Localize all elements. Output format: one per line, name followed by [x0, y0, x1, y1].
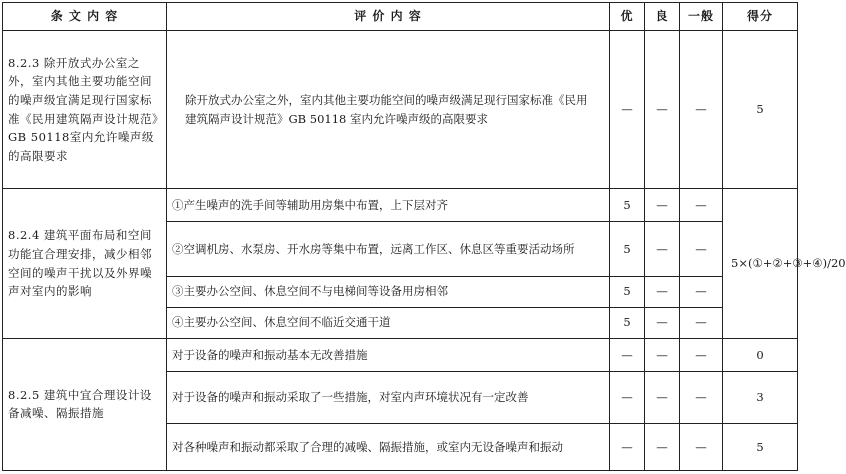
- header-excellent: 优: [610, 3, 645, 31]
- good-cell: —: [645, 424, 680, 471]
- average-cell: —: [680, 338, 723, 371]
- clause-8-2-5: 8.2.5 建筑中宜合理设计设备减噪、隔振措施: [3, 338, 167, 470]
- table-row: [3, 189, 798, 222]
- clause-8-2-3: 8.2.3 除开放式办公室之外，室内其他主要功能空间的噪声级宜满足现行国家标准《民用建筑隔声设计规范》GB 50118室内允许噪声级的高限要求: [3, 31, 167, 189]
- average-cell: —: [680, 276, 723, 307]
- header-clause: 条 文 内 容: [3, 3, 167, 31]
- header-score: 得分: [723, 3, 798, 31]
- excellent-cell: —: [610, 424, 645, 471]
- excellent-cell: —: [610, 372, 645, 424]
- excellent-cell: 5: [610, 222, 645, 276]
- excellent-cell: —: [610, 338, 645, 371]
- header-evaluation: 评 价 内 容: [167, 3, 610, 31]
- score-cell: 3: [723, 372, 798, 424]
- evaluation-table: [2, 2, 846, 471]
- score-cell: 5: [723, 424, 798, 471]
- average-cell: —: [680, 222, 723, 276]
- excellent-cell: 5: [610, 307, 645, 338]
- table-row: [3, 31, 798, 189]
- excellent-cell: 5: [610, 189, 645, 222]
- score-cell: 5: [723, 31, 798, 189]
- good-cell: —: [645, 276, 680, 307]
- evaluation-content: ④主要办公空间、休息空间不临近交通干道: [167, 307, 610, 338]
- evaluation-content: ①产生噪声的洗手间等辅助用房集中布置，上下层对齐: [167, 189, 610, 222]
- good-cell: —: [645, 372, 680, 424]
- evaluation-content: ③主要办公空间、休息空间不与电梯间等设备用房相邻: [167, 276, 610, 307]
- table-row: [3, 338, 798, 371]
- header-row: [3, 3, 798, 31]
- header-average: 一般: [680, 3, 723, 31]
- excellent-cell: 5: [610, 276, 645, 307]
- clause-8-2-4: 8.2.4 建筑平面布局和空间功能宜合理安排，减少相邻空间的噪声干扰以及外界噪声对室内的影响: [3, 189, 167, 339]
- good-cell: —: [645, 222, 680, 276]
- evaluation-content: 对于设备的噪声和振动基本无改善措施: [167, 338, 610, 371]
- score-formula: 5×(①+②+③+④)/20: [723, 189, 798, 339]
- good-cell: —: [645, 307, 680, 338]
- header-good: 良: [645, 3, 680, 31]
- good-cell: —: [645, 31, 680, 189]
- evaluation-content: 对各种噪声和振动都采取了合理的减噪、隔振措施，或室内无设备噪声和振动: [167, 424, 610, 471]
- average-cell: —: [680, 307, 723, 338]
- good-cell: —: [645, 338, 680, 371]
- excellent-cell: —: [610, 31, 645, 189]
- average-cell: —: [680, 424, 723, 471]
- evaluation-content: 除开放式办公室之外，室内其他主要功能空间的噪声级满足现行国家标准《民用建筑隔声设计规范》GB 50118 室内允许噪声级的高限要求: [167, 31, 610, 189]
- evaluation-content: 对于设备的噪声和振动采取了一些措施，对室内声环境状况有一定改善: [167, 372, 610, 424]
- good-cell: —: [645, 189, 680, 222]
- evaluation-content: ②空调机房、水泵房、开水房等集中布置，远离工作区、休息区等重要活动场所: [167, 222, 610, 276]
- average-cell: —: [680, 189, 723, 222]
- average-cell: —: [680, 372, 723, 424]
- average-cell: —: [680, 31, 723, 189]
- score-cell: 0: [723, 338, 798, 371]
